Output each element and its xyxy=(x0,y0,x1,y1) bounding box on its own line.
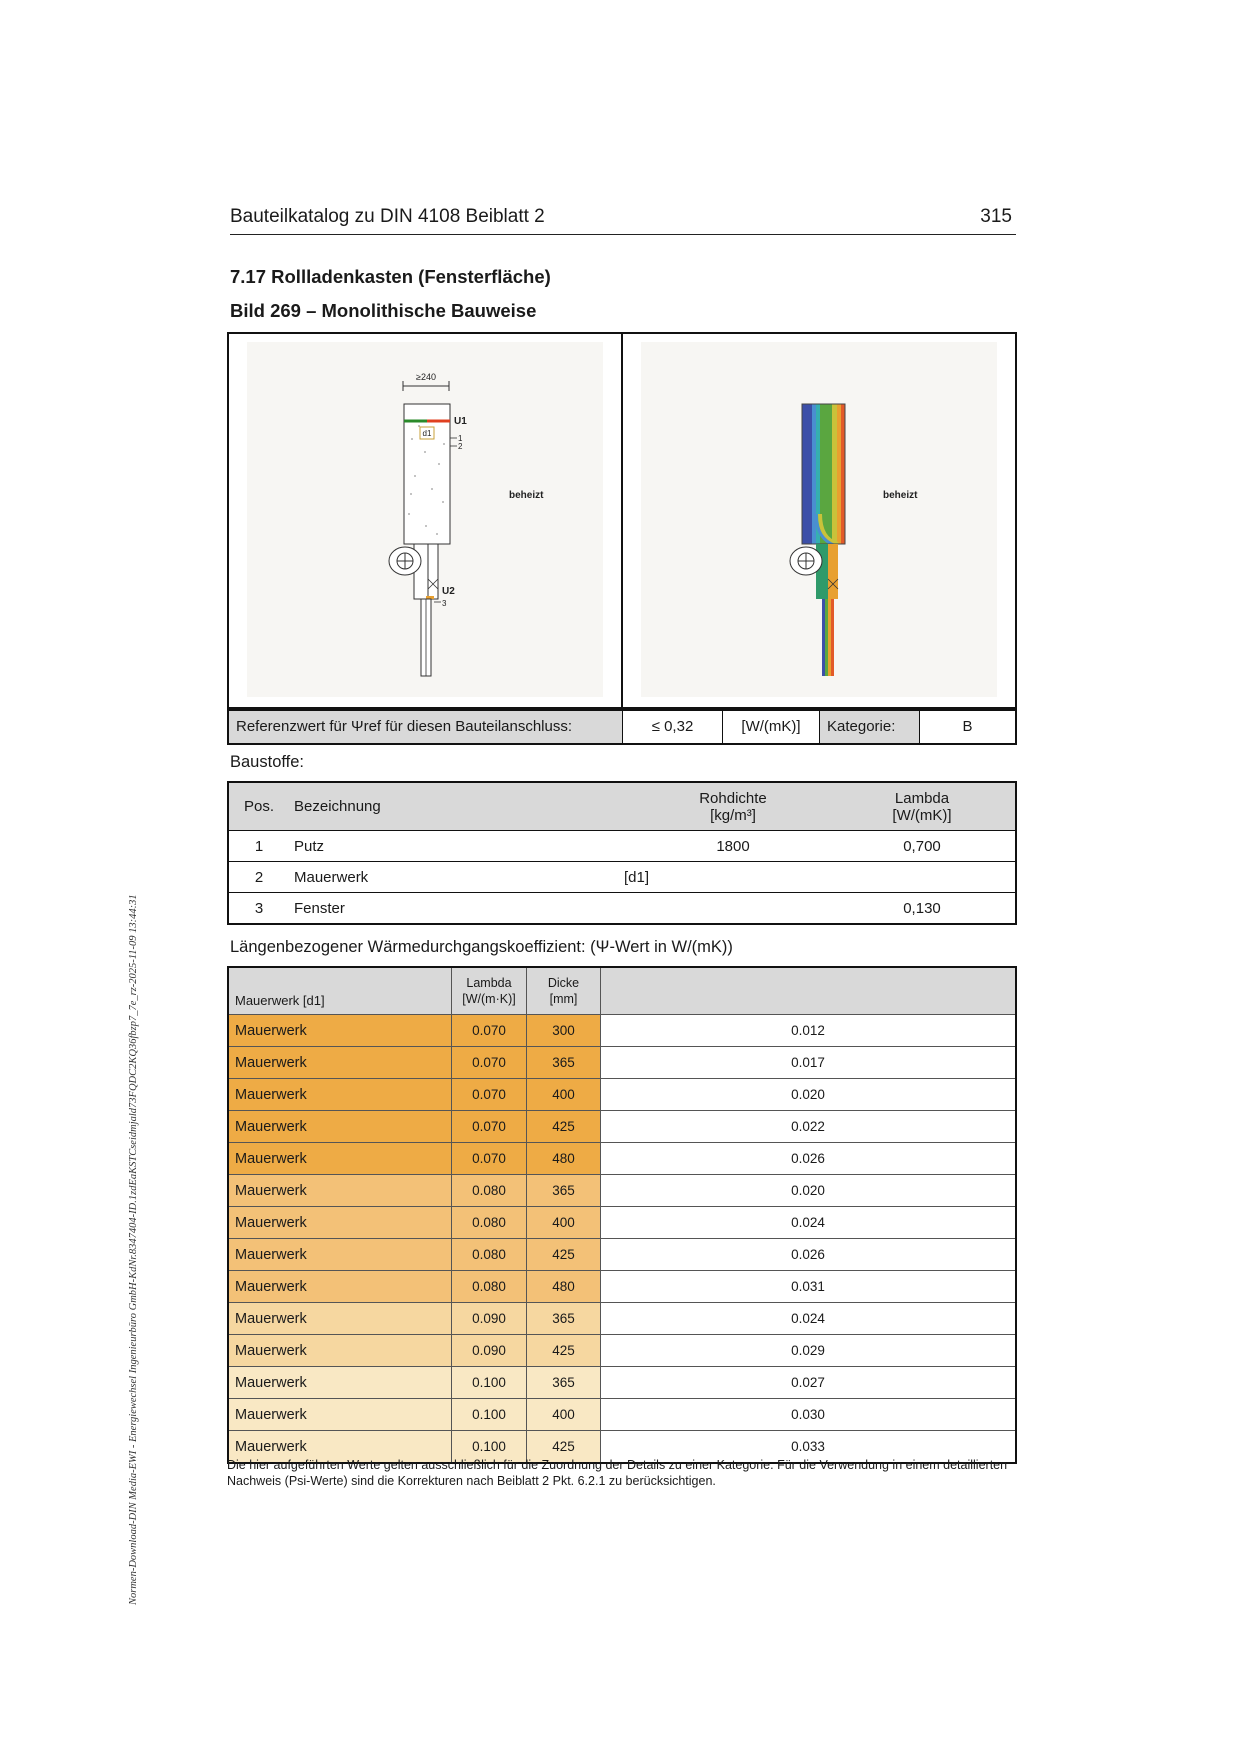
material-name: Putz xyxy=(294,837,325,855)
psi-thickness: 300 xyxy=(526,1015,600,1046)
page-number: 315 xyxy=(980,206,1012,227)
psi-row xyxy=(229,1270,1015,1302)
psi-lambda: 0.070 xyxy=(451,1047,526,1078)
psi-lambda: 0.080 xyxy=(451,1239,526,1270)
psi-material: Mauerwerk xyxy=(229,1207,451,1238)
reference-unit: [W/(mK)] xyxy=(723,711,820,743)
psi-thickness: 425 xyxy=(526,1111,600,1142)
psi-lambda: 0.100 xyxy=(451,1399,526,1430)
u2-label: U2 xyxy=(442,586,455,597)
psi-value: 0.030 xyxy=(600,1399,1015,1430)
footnote: Die hier aufgeführten Werte gelten ausschließlich für die Zuordnung der Details zu einer Kategorie. Für die Verwendung in einem detaillierten Nachweis (Psi-Werte) sind die Korrekturen nach Beiblatt 2 Pkt. 6.2.1 zu berücksichtigen. xyxy=(227,1458,1008,1488)
material-d1-ref: [d1] xyxy=(624,868,650,886)
psi-header-lambda-line1: Lambda xyxy=(466,976,512,990)
psi-lambda: 0.070 xyxy=(451,1015,526,1046)
psi-row xyxy=(229,1078,1015,1110)
dimension-label: ≥240 xyxy=(416,372,436,382)
u1-label: U1 xyxy=(454,416,467,427)
psi-lambda: 0.070 xyxy=(451,1143,526,1174)
psi-material: Mauerwerk xyxy=(229,1303,451,1334)
side-watermark: Normen-Download-DIN Media-EWI - Energiewechsel Ingenieurbüro GmbH-KdNr.8347404-ID.1zdEaKSTCseidmjald73FQDC2KQ36fbzp7_7e_rz-2025-11-09 13:44:31 xyxy=(128,894,139,1605)
header-lambda-line1: Lambda xyxy=(894,789,950,807)
psi-value: 0.020 xyxy=(600,1079,1015,1110)
psi-material: Mauerwerk xyxy=(229,1367,451,1398)
psi-material: Mauerwerk xyxy=(229,1015,451,1046)
psi-thickness: 365 xyxy=(526,1303,600,1334)
psi-thickness: 425 xyxy=(526,1431,600,1462)
category-value: B xyxy=(962,718,973,735)
psi-header-mauerwerk: Mauerwerk [d1] xyxy=(235,993,325,1008)
psi-thickness: 425 xyxy=(526,1239,600,1270)
psi-table xyxy=(227,966,1017,1464)
materials-row xyxy=(229,830,1015,861)
header-rohdichte-line1: Rohdichte xyxy=(699,789,767,807)
psi-material: Mauerwerk xyxy=(229,1175,451,1206)
materials-header-row xyxy=(229,783,1015,830)
section-title: 7.17 Rollladenkasten (Fensterfläche) xyxy=(230,266,551,287)
psi-lambda: 0.100 xyxy=(451,1367,526,1398)
reference-label: Referenzwert für Ψref für diesen Bauteilanschluss: xyxy=(229,711,623,743)
psi-material: Mauerwerk xyxy=(229,1079,451,1110)
psi-lambda: 0.080 xyxy=(451,1175,526,1206)
psi-thickness: 365 xyxy=(526,1047,600,1078)
psi-value: 0.024 xyxy=(600,1303,1015,1334)
d1-label: d1 xyxy=(422,429,432,438)
psi-header-dicke-line1: Dicke xyxy=(547,976,580,990)
psi-lambda: 0.080 xyxy=(451,1207,526,1238)
psi-thickness: 480 xyxy=(526,1271,600,1302)
construction-drawing xyxy=(229,334,623,707)
header-rohdichte-line2: [kg/m³] xyxy=(710,806,756,824)
psi-lambda: 0.100 xyxy=(451,1431,526,1462)
psi-row xyxy=(229,1046,1015,1078)
psi-lambda: 0.090 xyxy=(451,1335,526,1366)
material-pos: 1 xyxy=(254,837,264,855)
materials-row xyxy=(229,861,1015,892)
psi-header-value xyxy=(600,968,1015,1014)
category-label: Kategorie: xyxy=(820,711,920,743)
psi-value: 0.017 xyxy=(600,1047,1015,1078)
material-name: Fenster xyxy=(294,899,345,917)
psi-material: Mauerwerk xyxy=(229,1399,451,1430)
psi-row xyxy=(229,1334,1015,1366)
psi-row xyxy=(229,1142,1015,1174)
psi-table-body xyxy=(229,1014,1015,1462)
psi-value: 0.026 xyxy=(600,1239,1015,1270)
materials-table xyxy=(227,781,1017,925)
materials-heading: Baustoffe: xyxy=(230,753,305,771)
header-bezeichnung: Bezeichnung xyxy=(294,798,381,815)
label-1: 1 xyxy=(458,434,463,443)
psi-header-dicke xyxy=(526,968,600,1014)
material-density: 1800 xyxy=(716,837,750,855)
iso-band-cold xyxy=(802,404,812,544)
reference-value: ≤ 0,32 xyxy=(623,711,723,743)
header-lambda-line2: [W/(mK)] xyxy=(892,806,952,824)
psi-lambda: 0.070 xyxy=(451,1111,526,1142)
psi-value: 0.029 xyxy=(600,1335,1015,1366)
psi-material: Mauerwerk xyxy=(229,1431,451,1462)
psi-row xyxy=(229,1014,1015,1046)
psi-value: 0.027 xyxy=(600,1367,1015,1398)
header-lambda xyxy=(829,783,1015,830)
iso-band-warm xyxy=(841,404,845,544)
psi-row xyxy=(229,1174,1015,1206)
materials-row xyxy=(229,892,1015,923)
isotherm-drawing xyxy=(623,334,1015,707)
psi-lambda: 0.080 xyxy=(451,1271,526,1302)
psi-row xyxy=(229,1302,1015,1334)
psi-header-dicke-line2: [mm] xyxy=(549,992,578,1006)
psi-row xyxy=(229,1206,1015,1238)
psi-row xyxy=(229,1238,1015,1270)
psi-material: Mauerwerk xyxy=(229,1143,451,1174)
label-2: 2 xyxy=(458,442,463,451)
heated-label-left: beheizt xyxy=(509,490,544,501)
psi-heading: Längenbezogener Wärmedurchgangskoeffizient: (Ψ-Wert in W/(mK)) xyxy=(230,938,733,956)
psi-value: 0.020 xyxy=(600,1175,1015,1206)
wall-section xyxy=(404,404,450,544)
label-3: 3 xyxy=(442,599,447,608)
psi-header-lambda xyxy=(451,968,526,1014)
psi-material: Mauerwerk xyxy=(229,1335,451,1366)
page-header xyxy=(230,204,1016,235)
header-rohdichte xyxy=(618,783,848,830)
psi-thickness: 400 xyxy=(526,1207,600,1238)
psi-material: Mauerwerk xyxy=(229,1047,451,1078)
psi-value: 0.031 xyxy=(600,1271,1015,1302)
psi-thickness: 480 xyxy=(526,1143,600,1174)
psi-thickness: 425 xyxy=(526,1335,600,1366)
figure-title: Bild 269 – Monolithische Bauweise xyxy=(230,300,537,321)
psi-material: Mauerwerk xyxy=(229,1239,451,1270)
heated-label-right: beheizt xyxy=(883,490,918,501)
psi-thickness: 365 xyxy=(526,1367,600,1398)
material-pos: 2 xyxy=(254,868,264,886)
psi-material: Mauerwerk xyxy=(229,1271,451,1302)
psi-value: 0.033 xyxy=(600,1431,1015,1462)
psi-value: 0.024 xyxy=(600,1207,1015,1238)
psi-row xyxy=(229,1398,1015,1430)
material-name: Mauerwerk xyxy=(294,868,369,886)
psi-lambda: 0.090 xyxy=(451,1303,526,1334)
figure-frame xyxy=(227,332,1017,709)
psi-material: Mauerwerk xyxy=(229,1111,451,1142)
psi-value: 0.022 xyxy=(600,1111,1015,1142)
psi-thickness: 400 xyxy=(526,1399,600,1430)
header-pos: Pos. xyxy=(243,798,274,815)
psi-value: 0.026 xyxy=(600,1143,1015,1174)
psi-thickness: 365 xyxy=(526,1175,600,1206)
psi-row xyxy=(229,1366,1015,1398)
psi-lambda: 0.070 xyxy=(451,1079,526,1110)
psi-value: 0.012 xyxy=(600,1015,1015,1046)
psi-row xyxy=(229,1110,1015,1142)
material-lambda: 0,700 xyxy=(903,837,941,855)
psi-header-row xyxy=(229,968,1015,1014)
material-pos: 3 xyxy=(254,899,264,917)
reference-value-row xyxy=(227,709,1017,745)
material-lambda: 0,130 xyxy=(903,899,941,917)
psi-header-lambda-line2: [W/(m·K)] xyxy=(462,992,516,1006)
iso-window xyxy=(822,599,825,676)
psi-thickness: 400 xyxy=(526,1079,600,1110)
header-title: Bauteilkatalog zu DIN 4108 Beiblatt 2 xyxy=(230,206,545,227)
material-density xyxy=(618,893,848,923)
